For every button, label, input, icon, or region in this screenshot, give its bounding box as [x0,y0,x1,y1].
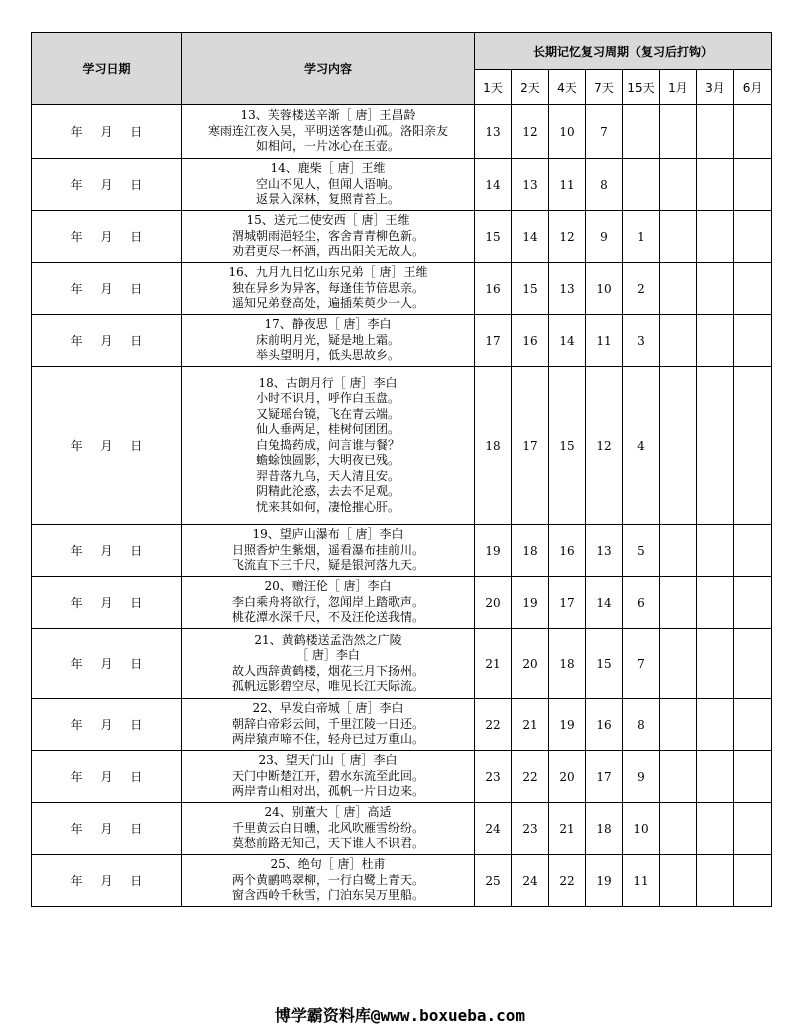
review-check-cell[interactable] [623,105,660,159]
review-check-cell[interactable]: 13 [512,159,549,211]
poem-line: 仙人垂两足，桂树何团团。 [255,422,400,437]
review-check-cell[interactable] [697,629,734,699]
interval-header: 4天 [549,70,586,105]
review-check-cell[interactable]: 4 [623,367,660,525]
review-check-cell[interactable]: 19 [549,699,586,751]
review-check-cell[interactable] [697,855,734,907]
poem-line: 白兔捣药成，问言谁与餐？ [255,437,400,452]
poem-line: 蟾蜍蚀圆影，大明夜已残。 [255,453,400,468]
poem-title: 23、望天门山［ 唐］李白 [258,753,398,768]
interval-header: 3月 [697,70,734,105]
header-study-content: 学习内容 [182,33,475,105]
review-check-cell[interactable]: 21 [512,699,549,751]
poem-line: 桃花潭水深千尺，不及汪伦送我情。 [231,610,424,625]
study-content-cell [182,211,475,263]
review-check-cell[interactable]: 18 [512,525,549,577]
review-check-cell[interactable] [734,263,772,315]
review-check-cell[interactable]: 24 [475,803,512,855]
review-check-cell[interactable] [660,105,697,159]
review-check-cell[interactable] [660,525,697,577]
study-date-cell[interactable]: 年 月 日 [32,525,182,577]
review-check-cell[interactable]: 3 [623,315,660,367]
review-check-cell[interactable]: 18 [475,367,512,525]
review-check-cell[interactable] [697,211,734,263]
review-check-cell[interactable]: 13 [549,263,586,315]
review-check-cell[interactable]: 8 [586,159,623,211]
review-check-cell[interactable]: 23 [512,803,549,855]
review-check-cell[interactable] [660,367,697,525]
study-date-cell[interactable]: 年 月 日 [32,263,182,315]
review-check-cell[interactable]: 22 [549,855,586,907]
study-content-cell [182,577,475,629]
poem-title: 19、望庐山瀑布［ 唐］李白 [252,527,404,542]
review-check-cell[interactable]: 23 [475,751,512,803]
review-check-cell[interactable]: 25 [475,855,512,907]
review-check-cell[interactable]: 13 [586,525,623,577]
poem-line: 孤帆远影碧空尽，唯见长江天际流。 [231,679,424,693]
review-check-cell[interactable] [734,577,772,629]
table-row [32,315,772,367]
review-check-cell[interactable] [697,577,734,629]
poem-line: 如相问，一片冰心在玉壶。 [255,139,400,154]
review-check-cell[interactable]: 9 [586,211,623,263]
table-row [32,159,772,211]
study-content-cell [182,855,475,907]
review-check-cell[interactable] [697,315,734,367]
review-check-cell[interactable]: 21 [549,803,586,855]
study-date-cell[interactable]: 年 月 日 [32,211,182,263]
poem-line: 千里黄云白日曛，北风吹雁雪纷纷。 [231,820,424,835]
review-check-cell[interactable]: 8 [623,699,660,751]
review-check-cell[interactable] [734,159,772,211]
review-check-cell[interactable] [734,211,772,263]
study-content-cell [182,367,475,525]
review-check-cell[interactable]: 17 [586,751,623,803]
table-row [32,629,772,699]
review-check-cell[interactable] [697,159,734,211]
review-check-cell[interactable]: 17 [475,315,512,367]
study-date-cell[interactable]: 年 月 日 [32,577,182,629]
poem-line: 两岸青山相对出，孤帆一片日边来。 [231,784,424,799]
review-check-cell[interactable]: 16 [586,699,623,751]
review-check-cell[interactable]: 11 [549,159,586,211]
review-check-cell[interactable]: 20 [475,577,512,629]
poem-line: 故人西辞黄鹤楼，烟花三月下扬州。 [231,663,424,678]
review-check-cell[interactable]: 16 [475,263,512,315]
review-check-cell[interactable] [697,105,734,159]
poem-line: 又疑瑶台镜，飞在青云端。 [255,406,400,421]
interval-header: 1天 [475,70,512,105]
poem-line: 渭城朝雨浥轻尘，客舍青青柳色新。 [231,228,424,243]
review-check-cell[interactable]: 12 [549,211,586,263]
table-row [32,855,772,907]
table-header [32,33,772,105]
poem-title: 22、早发白帝城［ 唐］李白 [252,701,404,716]
interval-header: 6月 [734,70,772,105]
poem-line: 两个黄鹂鸣翠柳，一行白鹭上青天。 [231,872,424,887]
poem-title: 13、芙蓉楼送辛渐［ 唐］王昌龄 [240,108,416,123]
poem-line: 日照香炉生紫烟，遥看瀑布挂前川。 [231,542,424,557]
interval-header: 2天 [512,70,549,105]
review-check-cell[interactable]: 17 [512,367,549,525]
poem-line: 独在异乡为异客，每逢佳节倍思亲。 [231,280,424,295]
review-check-cell[interactable]: 9 [623,751,660,803]
review-check-cell[interactable] [660,577,697,629]
table-row [32,577,772,629]
poem-line: 李白乘舟将欲行，忽闻岸上踏歌声。 [231,594,424,609]
study-content-cell [182,751,475,803]
poem-line: 天门中断楚江开，碧水东流至此回。 [231,768,424,783]
poem-line: 遥知兄弟登高处，遍插茱萸少一人。 [231,296,424,311]
study-content-cell [182,525,475,577]
review-check-cell[interactable]: 14 [512,211,549,263]
poem-title: 25、绝句［ 唐］杜甫 [270,857,386,872]
study-date-cell[interactable]: 年 月 日 [32,315,182,367]
review-check-cell[interactable]: 21 [475,629,512,699]
review-check-cell[interactable] [697,751,734,803]
footer-watermark: 博学霸资料库@www.boxueba.com [274,1006,526,1025]
interval-header: 1月 [660,70,697,105]
review-check-cell[interactable] [734,629,772,699]
review-check-cell[interactable] [734,105,772,159]
interval-header: 7天 [586,70,623,105]
study-content-cell [182,105,475,159]
interval-header: 15天 [623,70,660,105]
review-check-cell[interactable] [660,751,697,803]
table-row [32,525,772,577]
poem-title: 16、九月九日忆山东兄弟［ 唐］王维 [228,265,428,280]
study-content-cell [182,263,475,315]
review-check-cell[interactable]: 7 [623,629,660,699]
study-date-cell[interactable]: 年 月 日 [32,367,182,525]
review-check-cell[interactable]: 14 [475,159,512,211]
review-check-cell[interactable] [660,263,697,315]
review-check-cell[interactable]: 13 [475,105,512,159]
table-body [32,105,772,907]
review-check-cell[interactable] [697,263,734,315]
review-check-cell[interactable]: 11 [623,855,660,907]
review-check-cell[interactable] [697,525,734,577]
study-date-cell[interactable]: 年 月 日 [32,855,182,907]
review-check-cell[interactable]: 7 [586,105,623,159]
review-check-cell[interactable]: 19 [475,525,512,577]
review-check-cell[interactable]: 6 [623,577,660,629]
poem-title: 21、黄鹤楼送孟浩然之广陵 [254,632,402,647]
review-check-cell[interactable] [660,315,697,367]
poem-line: 寒雨连江夜入吴，平明送客楚山孤。洛阳亲友 [207,123,448,138]
review-check-cell[interactable]: 20 [512,629,549,699]
study-content-cell [182,315,475,367]
review-check-cell[interactable]: 24 [512,855,549,907]
poem-line: 朝辞白帝彩云间，千里江陵一日还。 [231,716,424,731]
review-check-cell[interactable] [734,315,772,367]
review-check-cell[interactable] [660,629,697,699]
study-date-cell[interactable]: 年 月 日 [32,629,182,699]
table-row [32,751,772,803]
study-content-cell [182,159,475,211]
review-check-cell[interactable]: 11 [586,315,623,367]
table-row [32,367,772,525]
study-date-cell[interactable]: 年 月 日 [32,159,182,211]
poem-line: ［ 唐］李白 [296,648,360,662]
review-check-cell[interactable]: 15 [512,263,549,315]
review-check-cell[interactable] [660,855,697,907]
study-content-cell [182,803,475,855]
poem-line: 阴精此沦惑，去去不足观。 [255,484,400,499]
poem-title: 17、静夜思［ 唐］李白 [264,317,392,332]
header-review-cycle: 长期记忆复习周期（复习后打钩） [475,33,772,70]
poem-line: 窗含西岭千秋雪，门泊东吴万里船。 [231,888,424,903]
review-check-cell[interactable]: 22 [512,751,549,803]
review-check-cell[interactable]: 10 [623,803,660,855]
review-check-cell[interactable] [734,699,772,751]
review-check-cell[interactable]: 22 [475,699,512,751]
review-check-cell[interactable] [660,803,697,855]
review-check-cell[interactable]: 14 [549,315,586,367]
review-check-cell[interactable]: 1 [623,211,660,263]
poem-line: 床前明月光，疑是地上霜。 [255,332,400,347]
poem-title: 20、赠汪伦［ 唐］李白 [264,579,392,594]
review-check-cell[interactable] [697,367,734,525]
table-row [32,263,772,315]
poem-line: 小时不识月，呼作白玉盘。 [255,391,400,406]
poem-title: 24、别董大［ 唐］高适 [264,805,392,820]
review-check-cell[interactable]: 18 [586,803,623,855]
poem-line: 劝君更尽一杯酒，西出阳关无故人。 [231,244,424,259]
review-check-cell[interactable] [734,525,772,577]
review-check-cell[interactable]: 16 [512,315,549,367]
review-check-cell[interactable]: 15 [475,211,512,263]
review-check-cell[interactable] [660,699,697,751]
header-study-date: 学习日期 [32,33,182,105]
review-check-cell[interactable]: 20 [549,751,586,803]
study-date-cell[interactable]: 年 月 日 [32,105,182,159]
review-check-cell[interactable]: 19 [512,577,549,629]
poem-title: 14、鹿柴［ 唐］王维 [270,161,386,176]
poem-line: 返景入深林，复照青苔上。 [255,192,400,207]
poem-line: 羿昔落九乌，天人清且安。 [255,468,400,483]
review-check-cell[interactable]: 10 [549,105,586,159]
table-row [32,699,772,751]
table-row [32,803,772,855]
study-date-cell[interactable]: 年 月 日 [32,751,182,803]
review-check-cell[interactable]: 16 [549,525,586,577]
review-check-cell[interactable]: 14 [586,577,623,629]
review-check-cell[interactable]: 12 [586,367,623,525]
review-check-cell[interactable] [697,803,734,855]
review-check-cell[interactable] [734,367,772,525]
review-check-cell[interactable]: 10 [586,263,623,315]
poem-line: 空山不见人，但闻人语响。 [255,176,400,191]
review-check-cell[interactable] [660,211,697,263]
review-check-cell[interactable]: 15 [549,367,586,525]
review-check-cell[interactable] [734,751,772,803]
poem-title: 18、古朗月行［ 唐］李白 [258,375,398,390]
review-check-cell[interactable]: 18 [549,629,586,699]
table-row [32,105,772,159]
study-date-cell[interactable]: 年 月 日 [32,699,182,751]
review-check-cell[interactable] [660,159,697,211]
review-check-cell[interactable] [697,699,734,751]
poem-line: 举头望明月，低头思故乡。 [255,348,400,363]
review-check-cell[interactable] [734,855,772,907]
review-check-cell[interactable]: 15 [586,629,623,699]
study-date-cell[interactable]: 年 月 日 [32,803,182,855]
poem-line: 飞流直下三千尺，疑是银河落九天。 [231,558,424,573]
poem-line: 莫愁前路无知己，天下谁人不识君。 [231,836,424,851]
review-check-cell[interactable]: 17 [549,577,586,629]
poem-title: 15、送元二使安西［ 唐］王维 [246,213,410,228]
study-content-cell [182,699,475,751]
review-check-cell[interactable]: 19 [586,855,623,907]
review-check-cell[interactable]: 5 [623,525,660,577]
review-check-cell[interactable] [734,803,772,855]
study-content-cell [182,629,475,699]
poem-line: 两岸猿声啼不住，轻舟已过万重山。 [231,732,424,747]
review-check-cell[interactable]: 12 [512,105,549,159]
review-check-cell[interactable]: 2 [623,263,660,315]
poem-line: 忧来其如何，凄怆摧心肝。 [255,499,400,514]
review-schedule-table [31,32,772,907]
review-check-cell[interactable] [623,159,660,211]
table-row [32,211,772,263]
